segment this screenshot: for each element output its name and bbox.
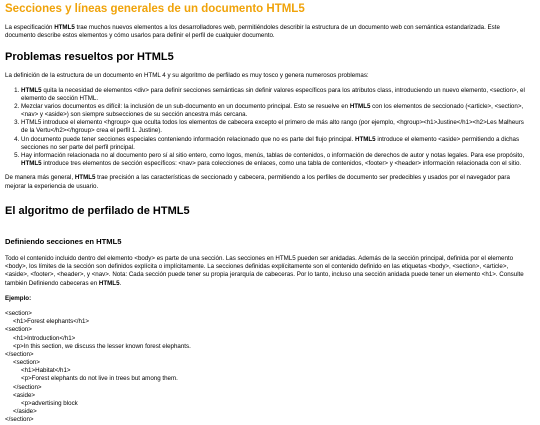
- algorithm-text: .: [119, 279, 122, 287]
- item-bold: HTML5: [355, 135, 376, 143]
- item-text: con los elementos de seccionado (<article>, <section>, <nav> y <aside>) son siempre subsecciones de su sección ancestra más cercana.: [21, 102, 524, 119]
- code-line: <h1>Introduction</h1>: [13, 334, 76, 342]
- closing-bold: HTML5: [74, 174, 96, 182]
- algorithm-bold: HTML5: [98, 279, 120, 287]
- problems-intro: La definición de la estructura de un documento en HTML 4 y su algoritmo de perfilado es muy tosco y genera numerosos problemas:: [5, 72, 369, 80]
- item-bold: HTML5: [21, 86, 42, 94]
- closing-text: De manera más general,: [5, 174, 75, 182]
- code-line: <h1>Habitat</h1>: [21, 367, 71, 375]
- list-item: [21, 103, 525, 119]
- item-text: introduce tres elementos de sección específicos: <nav> para colecciones de enlaces, como una tabla de contenidos, <footer> y <header> información relacionada con el sitio.: [41, 160, 522, 168]
- item-bold: HTML5: [21, 160, 42, 168]
- list-item: [21, 119, 525, 135]
- example-label: Ejemplo:: [5, 294, 32, 302]
- intro-text-1: La especificación: [5, 23, 55, 31]
- code-line: <p>In this section, we discuss the lesser known forest elephants.: [13, 342, 191, 350]
- algorithm-paragraph: [5, 255, 525, 288]
- code-line: </section>: [13, 383, 42, 391]
- intro-paragraph: [5, 24, 525, 40]
- item-text: Mezclar varios documentos es difícil: la inclusión de un sub-documento en un documento principal. Esto se resuelve en: [21, 102, 350, 110]
- item-text: quita la necesidad de elementos <div> para definir secciones semánticas sin definir valores específicos para los atributos class, introduciendo un nuevo elemento, <section>, el elemento de sección HTML.: [21, 86, 525, 102]
- code-line: <p>Forest elephants do not live in trees but among them.: [21, 375, 178, 383]
- problems-list: [5, 87, 525, 169]
- page-title: Secciones y líneas generales de un documento HTML5: [5, 3, 305, 15]
- intro-text-2: trae muchos nuevos elementos a los desarrolladores web, permitiéndoles describir la estructura de un documento web con semántica estandarizada. Este documento describe estos elementos y cómo usarlos para definir el perfil de cualquier documento.: [5, 23, 500, 39]
- item-text: introduce el elemento <aside> permitiendo a dichas secciones no ser parte del perfil principal.: [21, 135, 520, 151]
- code-line: <section>: [13, 359, 40, 367]
- list-item: [21, 87, 525, 103]
- problems-heading: Problemas resueltos por HTML5: [5, 51, 174, 64]
- item-text: Un documento puede tener secciones especiales conteniendo información relacionado que no es parte del flujo principal.: [21, 135, 355, 143]
- closing-text: trae precisión a las características de seccionado y cabecera, permitiendo a los perfiles de documento ser predecibles y usados por el navegador para mejorar la experiencia de usuario.: [5, 174, 510, 190]
- code-line: <aside>: [13, 391, 36, 399]
- item-text: HTML5 introduce el elemento <hgroup> que oculta todos los elementos de cabecera excepto el primero de más alto rango (por ejemplo, <hgroup><h1>Justine</h1><h2>Les Malheurs de la Vertu</h2></hgroup> crea el perfil 1. Justine).: [21, 119, 524, 135]
- code-line: </section>: [5, 350, 34, 358]
- item-text: Hay información relacionada no al documento pero sí al sitio entero, como logos, menús, tablas de contenidos, o información de derechos de autor y notas legales. Para ese propósito,: [21, 152, 525, 160]
- code-line: <h1>Forest elephants</h1>: [13, 318, 90, 326]
- list-item: [21, 136, 525, 152]
- code-example: [5, 310, 525, 425]
- algorithm-text: Todo el contenido incluido dentro del elemento <body> es parte de una sección. Las secciones en HTML5 pueden ser anidadas. Además de la sección principal, definida por el elemento <body>, los límites de la sección son definidos explícita o implícitamente. La secciones definidas explícitamente son el contenido definido en las etiquetas <body>, <section>, <article>, <aside>, <footer>, <header>, y <nav>. Nota: Cada sección puede tener su propia jerarquía de cabeceras. Por lo tanto, incluso una sección anidada puede tener un elemento <h1>. Consulte también Definiendo cabeceras en: [5, 255, 524, 287]
- problems-closing: [5, 174, 525, 190]
- code-line: </section>: [5, 416, 34, 424]
- algorithm-subheading: Definiendo secciones en HTML5: [5, 236, 122, 246]
- list-item: [21, 152, 525, 168]
- code-line: <section>: [5, 326, 32, 334]
- code-line: <p>advertising block: [21, 400, 78, 407]
- code-line: <section>: [5, 309, 32, 317]
- algorithm-heading: El algoritmo de perfilado de HTML5: [5, 204, 190, 217]
- code-line: </aside>: [13, 408, 37, 416]
- intro-bold: HTML5: [54, 23, 75, 31]
- item-bold: HTML5: [349, 102, 371, 110]
